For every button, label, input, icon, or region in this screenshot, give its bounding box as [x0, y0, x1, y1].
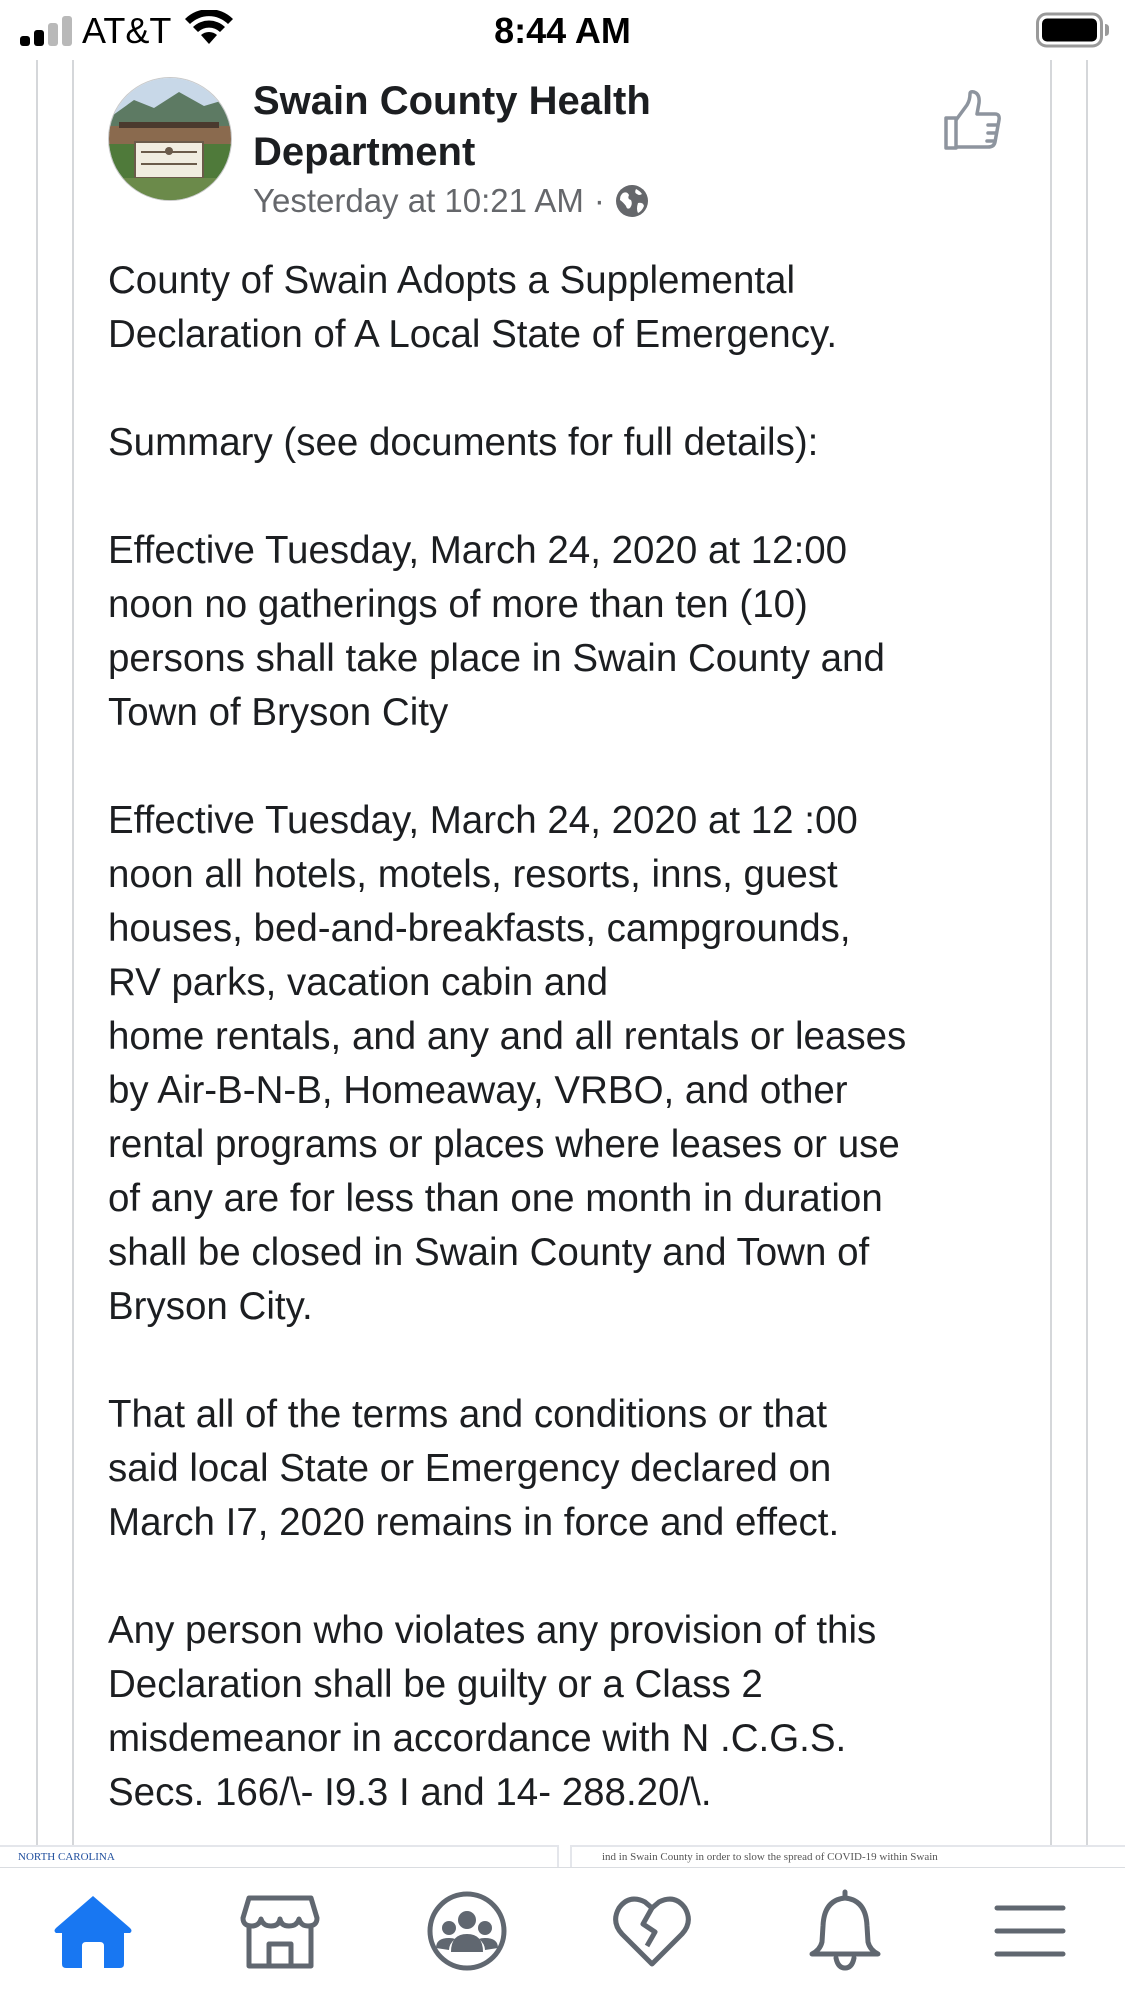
text-line: shall be closed in Swain County and Town of	[108, 1231, 870, 1274]
text-line: County of Swain Adopts a Supplemental	[108, 259, 796, 302]
avatar-photo	[109, 78, 231, 200]
marketplace-icon	[235, 1886, 325, 1976]
tab-home[interactable]	[48, 1886, 138, 1976]
like-thumb-icon[interactable]	[940, 90, 1004, 154]
text-line: persons shall take place in Swain County and	[108, 637, 885, 680]
post-timestamp[interactable]: Yesterday at 10:21 AM	[253, 182, 584, 219]
status-bar	[0, 0, 1125, 60]
tab-groups[interactable]	[422, 1886, 512, 1976]
text-line: Bryson City.	[108, 1285, 313, 1328]
home-icon	[48, 1886, 138, 1976]
text-line: houses, bed-and-breakfasts, campgrounds,	[108, 907, 851, 950]
feed-border-left-inner	[72, 60, 74, 1845]
dating-icon	[607, 1886, 697, 1976]
text-line: Declaration shall be guilty or a Class 2	[108, 1663, 763, 1706]
attachment-document-right[interactable]	[570, 1845, 1125, 1867]
tab-notifications[interactable]	[800, 1886, 890, 1976]
paragraph-terms	[108, 1388, 1038, 1550]
paragraph-gatherings	[108, 524, 1038, 740]
document-text-snippet: ind in Swain County in order to slow the spread of COVID-19 within Swain	[602, 1851, 938, 1863]
text-line: Effective Tuesday, March 24, 2020 at 12:00	[108, 529, 848, 572]
paragraph-lodging	[108, 794, 1038, 1334]
carrier-name: AT&T	[82, 10, 172, 51]
groups-icon	[422, 1886, 512, 1976]
text-line: said local State or Emergency declared on	[108, 1447, 832, 1490]
paragraph-summary	[108, 416, 1038, 470]
text-line: Secs. 166/\- I9.3 I and 14- 288.20/\.	[108, 1771, 712, 1814]
notifications-bell-icon	[800, 1886, 890, 1976]
paragraph-title	[108, 254, 1038, 362]
text-line: misdemeanor in accordance with N .C.G.S.	[108, 1717, 847, 1760]
tab-marketplace[interactable]	[235, 1886, 325, 1976]
feed-border-left-outer	[36, 60, 38, 1845]
bottom-tab-bar	[0, 1867, 1125, 2002]
post-author-name[interactable]: Swain County Health Department	[253, 79, 651, 174]
tab-dating[interactable]	[607, 1886, 697, 1976]
page-avatar[interactable]	[108, 77, 232, 201]
text-line: Effective Tuesday, March 24, 2020 at 12 :00	[108, 799, 858, 842]
paragraph-penalty	[108, 1604, 1038, 1820]
attachment-document-left[interactable]	[0, 1845, 559, 1867]
text-line: of any are for less than one month in duration	[108, 1177, 883, 1220]
text-line: rental programs or places where leases or use	[108, 1123, 900, 1166]
text-line: That all of the terms and conditions or that	[108, 1393, 828, 1436]
attachment-preview-strip	[0, 1845, 1125, 1867]
post-meta	[253, 182, 649, 220]
text-line: home rentals, and any and all rentals or leases	[108, 1015, 907, 1058]
text-line: noon no gatherings of more than ten (10)	[108, 583, 808, 626]
text-line: Declaration of A Local State of Emergency.	[108, 313, 838, 356]
feed-border-right-inner	[1050, 60, 1052, 1845]
text-line: Summary (see documents for full details):	[108, 421, 819, 464]
text-line: noon all hotels, motels, resorts, inns, guest	[108, 853, 838, 896]
battery-icon	[1036, 12, 1110, 48]
globe-icon[interactable]	[615, 184, 649, 218]
text-line: March I7, 2020 remains in force and effect.	[108, 1501, 840, 1544]
menu-icon	[985, 1886, 1075, 1976]
status-time: 8:44 AM	[494, 10, 631, 51]
document-heading-snippet: NORTH CAROLINA	[18, 1851, 115, 1863]
text-line: by Air-B-N-B, Homeaway, VRBO, and other	[108, 1069, 848, 1112]
tab-menu[interactable]	[985, 1886, 1075, 1976]
text-line: Town of Bryson City	[108, 691, 449, 734]
meta-separator: ·	[593, 182, 605, 219]
post-body-text	[108, 254, 1038, 1874]
feed-border-right-outer	[1086, 60, 1088, 1845]
text-line: Any person who violates any provision of this	[108, 1609, 877, 1652]
text-line: RV parks, vacation cabin and	[108, 961, 609, 1004]
